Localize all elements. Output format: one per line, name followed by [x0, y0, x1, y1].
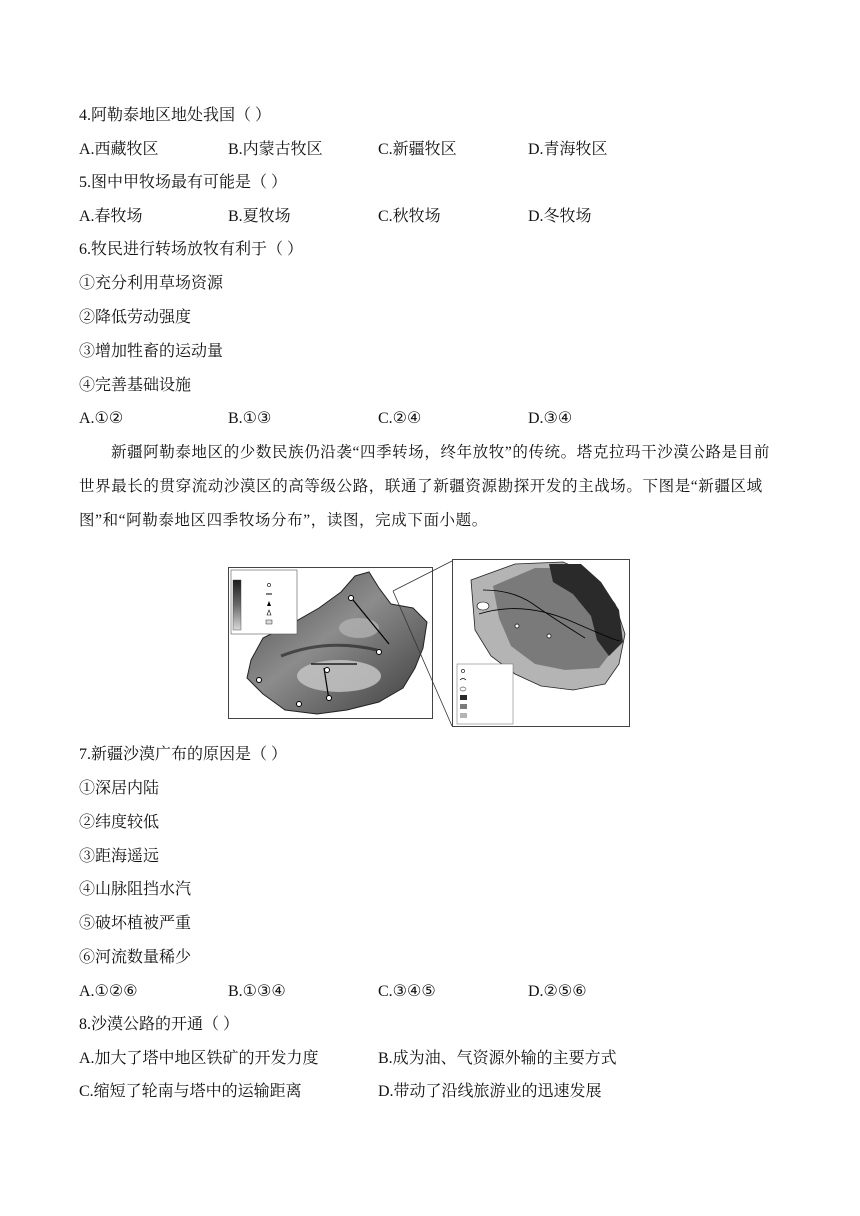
q7-item-3: ③距海遥远: [79, 848, 160, 865]
q7-option-b[interactable]: B.①③④: [228, 983, 286, 1000]
q6-option-d[interactable]: D.③④: [528, 410, 573, 427]
q5-option-b[interactable]: B.夏牧场: [228, 208, 291, 225]
q7-item-1: ①深居内陆: [79, 780, 160, 797]
q6-item-1: ①充分利用草场资源: [79, 275, 224, 292]
q6-item-4: ④完善基础设施: [79, 377, 192, 394]
legend-lake-icon: [460, 687, 466, 691]
question-6-stem: 6.牧民进行转场放牧有利于（ ）: [79, 241, 304, 258]
question-4-stem: 4.阿勒泰地区地处我国（ ）: [79, 107, 272, 124]
q6-item-2: ②降低劳动强度: [79, 309, 192, 326]
question-8-stem: 8.沙漠公路的开通（ ）: [79, 1016, 240, 1033]
q7-item-6: ⑥河流数量稀少: [79, 949, 192, 966]
question-7-stem: 7.新疆沙漠广布的原因是（ ）: [79, 746, 288, 763]
q5-option-c[interactable]: C.秋牧场: [378, 208, 441, 225]
q6-option-a[interactable]: A.①②: [79, 410, 124, 427]
q5-option-a[interactable]: A.春牧场: [79, 208, 143, 225]
q4-option-d[interactable]: D.青海牧区: [528, 141, 608, 158]
city-marker: [547, 634, 551, 638]
q5-option-d[interactable]: D.冬牧场: [528, 208, 592, 225]
q8-option-b[interactable]: B.成为油、气资源外输的主要方式: [378, 1050, 617, 1067]
legend-winter-swatch: [460, 713, 467, 718]
q4-option-b[interactable]: B.内蒙古牧区: [228, 141, 323, 158]
question-5-stem: 5.图中甲牧场最有可能是（ ）: [79, 174, 288, 191]
q8-option-c[interactable]: C.缩短了轮南与塔中的运输距离: [79, 1083, 302, 1100]
q6-option-b[interactable]: B.①③: [228, 410, 272, 427]
city-marker-2: [515, 624, 519, 628]
legend-city-icon: [461, 669, 464, 672]
q7-item-5: ⑤破坏植被严重: [79, 915, 192, 932]
q8-option-d[interactable]: D.带动了沿线旅游业的迅速发展: [378, 1083, 602, 1100]
q6-option-c[interactable]: C.②④: [378, 410, 422, 427]
q7-item-4: ④山脉阻挡水汽: [79, 881, 192, 898]
q4-option-c[interactable]: C.新疆牧区: [378, 141, 457, 158]
map-figure: [228, 551, 633, 729]
legend-summer-swatch: [460, 695, 467, 700]
q7-option-a[interactable]: A.①②⑥: [79, 983, 138, 1000]
reading-passage: 新疆阿勒泰地区的少数民族仍沿袭“四季转场，终年放牧”的传统。塔克拉玛干沙漠公路是目前世界最长的贯穿流动沙漠区的高等级公路，联通了新疆资源勘探开发的主战场。下图是“新疆区域图”和“阿勒泰地区四季牧场分布”，读图，完成下面小题。: [79, 444, 770, 529]
q8-option-a[interactable]: A.加大了塔中地区铁矿的开发力度: [79, 1050, 319, 1067]
q7-option-d[interactable]: D.②⑤⑥: [528, 983, 587, 1000]
lake: [477, 602, 489, 610]
q7-item-2: ②纬度较低: [79, 814, 160, 831]
legend-spring-autumn-swatch: [460, 704, 467, 709]
q7-option-c[interactable]: C.③④⑤: [378, 983, 436, 1000]
q6-item-3: ③增加牲畜的运动量: [79, 343, 224, 360]
q4-option-a[interactable]: A.西藏牧区: [79, 141, 159, 158]
altay-pasture-map-panel: [452, 559, 630, 727]
